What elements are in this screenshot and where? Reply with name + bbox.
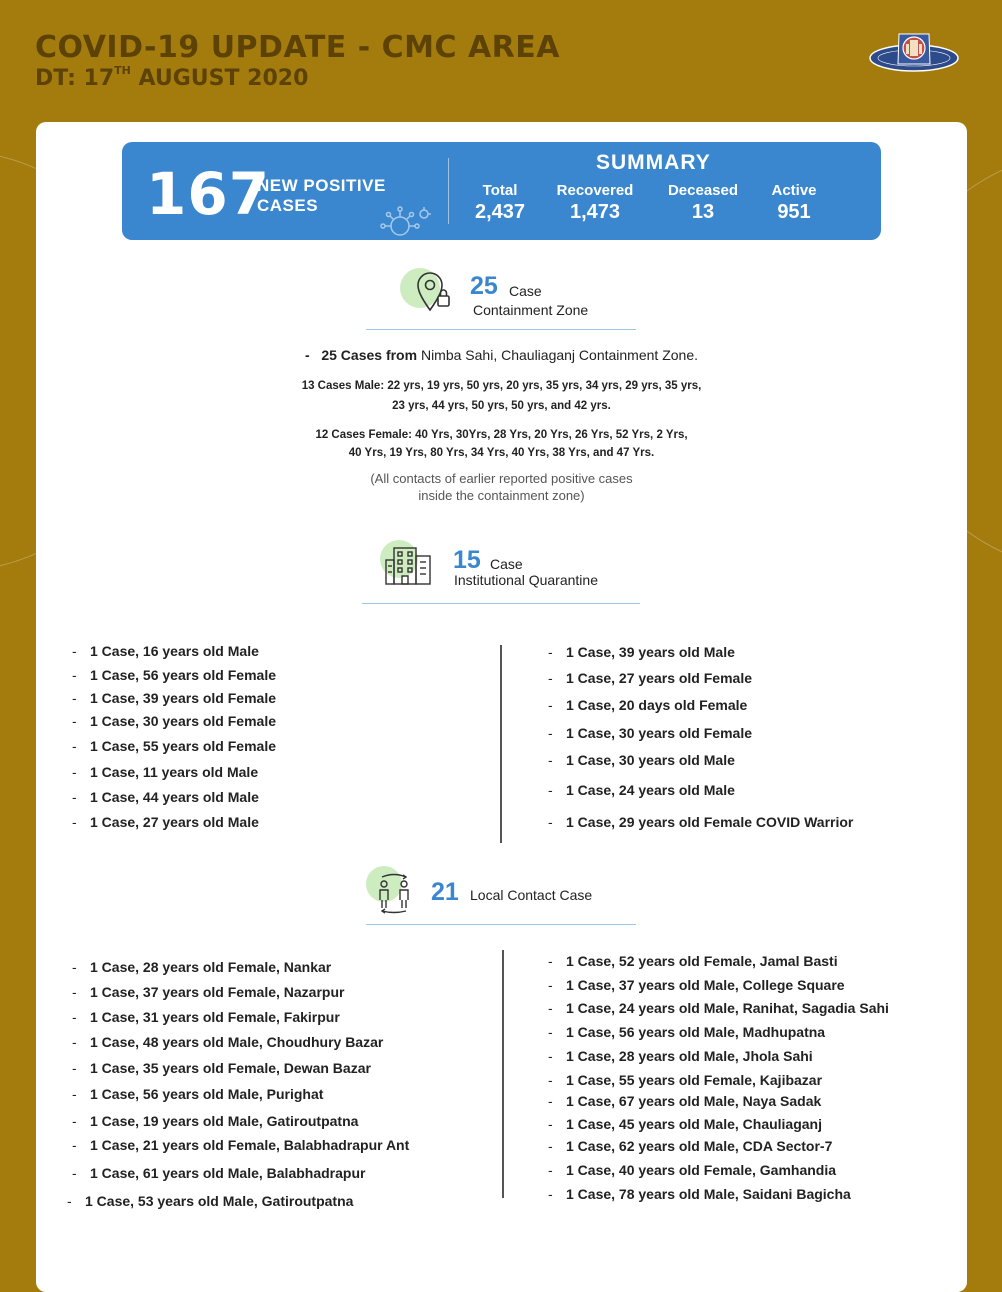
containment-divider <box>366 329 636 330</box>
containment-note-2: inside the containment zone) <box>418 488 585 503</box>
summary-banner <box>122 142 881 240</box>
institutional-unit: Case <box>490 556 523 572</box>
summary-title: SUMMARY <box>596 151 711 174</box>
stat-recovered: Recovered 1,473 <box>556 182 634 223</box>
institutional-count: 15 <box>453 546 481 574</box>
female-cases-line-2: 40 Yrs, 19 Yrs, 80 Yrs, 34 Yrs, 40 Yrs, 38 Yrs, and 47 Yrs. <box>348 447 655 459</box>
male-cases-line-1: 13 Cases Male: 22 yrs, 19 yrs, 50 yrs, 20 yrs, 35 yrs, 34 yrs, 29 yrs, 35 yrs, <box>301 380 702 392</box>
stat-total: Total 2,437 <box>474 182 526 223</box>
banner-divider <box>448 158 449 224</box>
report-date: DT: 17TH AUGUST 2020 <box>35 64 309 91</box>
local-contact-count: 21 <box>431 878 459 906</box>
local-contact-column-divider <box>502 950 504 1198</box>
contact-people-icon <box>372 872 416 914</box>
containment-count: 25 <box>470 272 498 300</box>
cmc-logo <box>866 26 962 86</box>
local-contact-title: Local Contact Case <box>470 887 593 903</box>
virus-icon <box>378 204 432 240</box>
female-cases-line-1: 12 Cases Female: 40 Yrs, 30Yrs, 28 Yrs, 20 Yrs, 26 Yrs, 52 Yrs, 2 Yrs, <box>315 429 688 441</box>
local-contact-divider <box>366 924 636 925</box>
institutional-column-divider <box>500 645 502 843</box>
institutional-title: Institutional Quarantine <box>454 572 598 588</box>
building-icon <box>384 546 434 586</box>
content-card: 167 NEW POSITIVE CASES SUMMARY Total 2,437 Recovered 1,473 Deceased 13 Active 951 25 Case Containment Zone - 25 Cases from Nimba Sahi, Chauliaganj Containment Zone. 13 Cases Male: 22 yrs, 19 yrs, 50 yrs, 20 yrs, 35 yrs, 34 yrs, 29 yrs, 35 yrs, 23 yrs, 44 yrs, 50 yrs, 50 yrs, and 42 yrs. 12 Cases Female: 40 Yrs, 30Yrs, 28 Yrs, 20 Yrs, 26 Yrs, 52 Yrs, 2 Yrs, 40 Yrs, 19 Yrs, 80 Yrs, 34 Yrs, 40 Yrs, 38 Yrs, and 47 Yrs. (All contacts of earlier reported positive cases inside the containment zone) 15 Case Institutional Quarantine - 1 Case, 16 years old Male - 1 Case, 56 years old Female - 1 Case, 39 years old Female - 1 Case, 30 years old Female - 1 Case, 55 years old Female - 1 Case, 11 years old Male - 1 Case, 44 years old Male - 1 Case, 27 years old Male - 1 Case, 39 years old Male - 1 Case, 27 years old Female - 1 Case, 20 days old Female - 1 Case, 30 years old Female - 1 Case, 30 years old Male - 1 Case, 24 years old Male - 1 Case, 29 years old Female COVID Warrior 21 Local Contact Case - 1 Case, 28 years old Female, Nankar - 1 Case, 37 years old Female, Nazarpur - 1 Case, 31 years old Female, Fakirpur - 1 Case, 48 years old Male, Choudhury Bazar - 1 Case, 35 years old Female, Dewan Bazar - 1 Case, 56 years old Male, Purighat - 1 Case, 19 years old Male, Gatiroutpatna - 1 Case, 21 years old Female, Balabhadrapur Ant - 1 Case, 61 years old Male, Balabhadrapur - 1 Case, 53 years old Male, Gatiroutpatna - 1 Case, 52 years old Female, Jamal Basti - 1 Case, 37 years old Male, College Square - 1 Case, 24 years old Male, Ranihat, Sagadia Sahi - 1 Case, 56 years old Male, Madhupatna - 1 Case, 28 years old Male, Jhola Sahi - 1 Case, 55 years old Female, Kajibazar - 1 Case, 67 years old Male, Naya Sadak - 1 Case, 45 years old Male, Chauliaganj - 1 Case, 62 years old Male, CDA Sector-7 - 1 Case, 40 years old Female, Gamhandia - 1 Case, 78 years old Male, Saidani Bagicha <box>36 122 967 1292</box>
containment-summary: - 25 Cases from Nimba Sahi, Chauliaganj Containment Zone. <box>305 347 698 363</box>
containment-note-1: (All contacts of earlier reported positive cases <box>370 471 633 486</box>
new-positive-label: NEW POSITIVE CASES <box>257 176 386 215</box>
new-positive-count: 167 <box>146 160 271 228</box>
containment-unit: Case <box>509 283 542 299</box>
institutional-divider <box>362 603 640 604</box>
male-cases-line-2: 23 yrs, 44 yrs, 50 yrs, 50 yrs, and 42 yrs. <box>392 400 611 412</box>
location-lock-icon <box>414 270 454 312</box>
stat-deceased: Deceased 13 <box>667 182 739 223</box>
stat-active: Active 951 <box>771 182 817 223</box>
containment-title: Containment Zone <box>473 302 589 318</box>
page-title: COVID-19 UPDATE - CMC AREA <box>35 30 560 65</box>
